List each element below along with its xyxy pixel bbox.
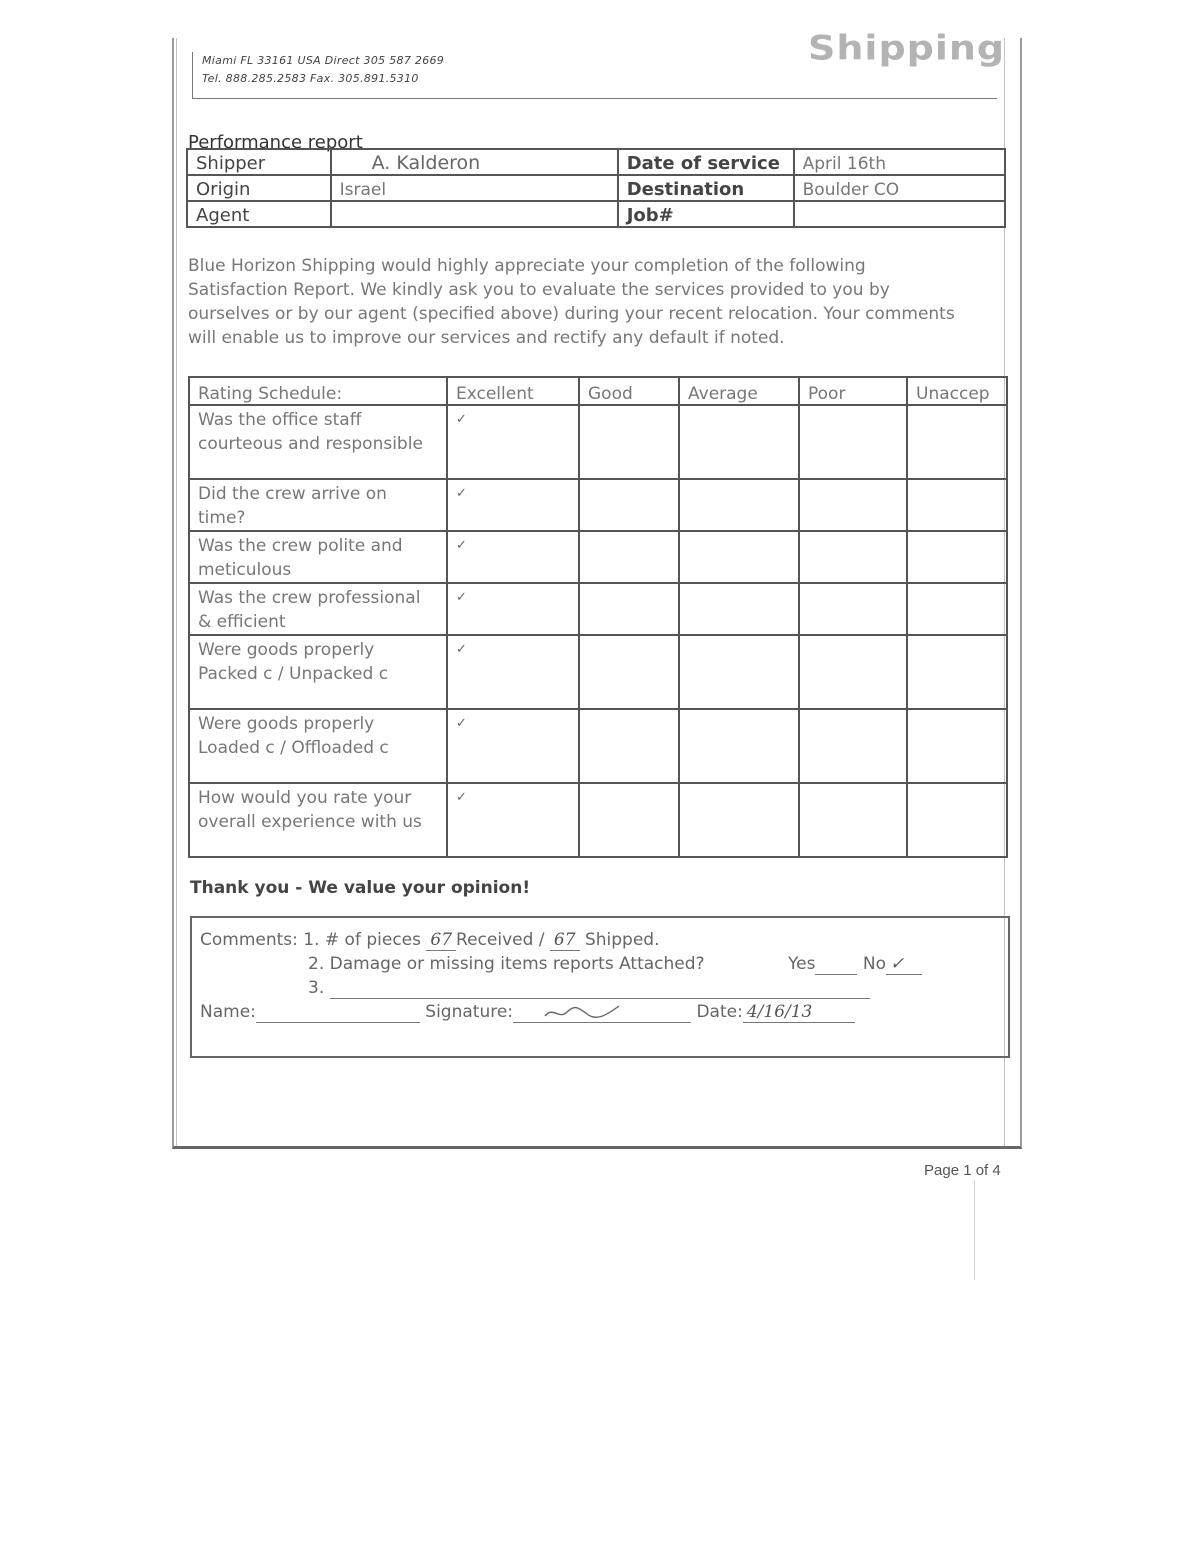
good-cell: [579, 635, 679, 709]
yes-no-line: [788, 954, 922, 975]
rating-question: Were goods properly Loaded c / Offloaded c: [189, 709, 447, 783]
agent-label: Agent: [187, 201, 331, 227]
frame-border-left: [176, 38, 177, 1146]
average-cell: [679, 583, 799, 635]
job-number-label: Job#: [618, 201, 794, 227]
date-handwritten: 4/16/13: [743, 1002, 855, 1023]
pieces-label: 1. # of pieces: [303, 930, 421, 950]
poor-cell: [799, 479, 907, 531]
page-number: Page 1 of 4: [924, 1162, 1001, 1179]
item-3-blank: [330, 978, 870, 999]
good-cell: [579, 783, 679, 857]
rating-schedule-header: Rating Schedule:: [189, 377, 447, 405]
poor-cell: [799, 783, 907, 857]
item-3-label: 3.: [308, 978, 325, 998]
letterhead-address: Miami FL 33161 USA Direct 305 587 2669: [202, 54, 445, 67]
good-cell: [579, 583, 679, 635]
info-row-shipper: [187, 149, 1005, 175]
origin-label: Origin: [187, 175, 331, 201]
signature-line: [200, 1002, 855, 1023]
excellent-checkmark: ✓: [447, 583, 579, 635]
average-cell: [679, 531, 799, 583]
no-label: No: [862, 954, 886, 974]
signature-field: [513, 1002, 691, 1023]
scan-artifact-line: [974, 1180, 975, 1280]
unacceptable-cell: [907, 709, 1007, 783]
rating-row: [189, 479, 1007, 531]
rating-header-row: [189, 377, 1007, 405]
good-cell: [579, 405, 679, 479]
unacceptable-cell: [907, 479, 1007, 531]
date-of-service-value: April 16th: [794, 149, 1005, 175]
shipment-info-table: [186, 148, 1006, 228]
rating-question: Did the crew arrive on time?: [189, 479, 447, 531]
average-cell: [679, 709, 799, 783]
comments-line-2: [308, 954, 705, 974]
yes-label: Yes: [788, 954, 816, 974]
destination-label: Destination: [618, 175, 794, 201]
letterhead-phone: Tel. 888.285.2583 Fax. 305.891.5310: [202, 72, 419, 85]
excellent-checkmark: ✓: [447, 479, 579, 531]
poor-cell: [799, 583, 907, 635]
poor-cell: [799, 405, 907, 479]
excellent-checkmark: ✓: [447, 783, 579, 857]
shipped-count-handwritten: 67: [550, 930, 580, 951]
signature-scribble: [543, 1002, 623, 1022]
unacceptable-cell: [907, 635, 1007, 709]
signature-label: Signature:: [425, 1002, 514, 1022]
unacceptable-header: Unaccep: [907, 377, 1007, 405]
rating-row: [189, 531, 1007, 583]
received-count-handwritten: 67: [426, 930, 456, 951]
unacceptable-cell: [907, 583, 1007, 635]
brand-logo-text: Shipping: [808, 28, 1006, 68]
average-cell: [679, 783, 799, 857]
average-cell: [679, 405, 799, 479]
poor-cell: [799, 531, 907, 583]
poor-cell: [799, 709, 907, 783]
received-label: Received /: [456, 930, 545, 950]
poor-cell: [799, 635, 907, 709]
rating-question: Was the office staff courteous and responsible: [189, 405, 447, 479]
excellent-checkmark: ✓: [447, 635, 579, 709]
job-number-value: [794, 201, 1005, 227]
destination-value: Boulder CO: [794, 175, 1005, 201]
thank-you-note: Thank you - We value your opinion!: [190, 878, 531, 898]
shipper-value: A. Kalderon: [331, 149, 618, 175]
shipper-label: Shipper: [187, 149, 331, 175]
excellent-checkmark: ✓: [447, 405, 579, 479]
name-label: Name:: [200, 1002, 256, 1022]
comments-line-3: [308, 978, 870, 999]
unacceptable-cell: [907, 783, 1007, 857]
info-row-origin: [187, 175, 1005, 201]
rating-row: [189, 583, 1007, 635]
rating-question: Was the crew polite and meticulous: [189, 531, 447, 583]
good-cell: [579, 479, 679, 531]
yes-blank: [815, 954, 857, 975]
comments-line-1: [200, 930, 660, 951]
unacceptable-cell: [907, 531, 1007, 583]
rating-question: Was the crew professional & efficient: [189, 583, 447, 635]
good-cell: [579, 709, 679, 783]
no-checkmark-handwritten: ✓: [886, 954, 922, 975]
excellent-header: Excellent: [447, 377, 579, 405]
average-cell: [679, 479, 799, 531]
rating-question: Were goods properly Packed c / Unpacked c: [189, 635, 447, 709]
info-row-agent: [187, 201, 1005, 227]
rating-row: [189, 709, 1007, 783]
poor-header: Poor: [799, 377, 907, 405]
average-header: Average: [679, 377, 799, 405]
date-of-service-label: Date of service: [618, 149, 794, 175]
name-blank: [256, 1002, 420, 1023]
rating-row: [189, 783, 1007, 857]
excellent-checkmark: ✓: [447, 709, 579, 783]
average-cell: [679, 635, 799, 709]
rating-question: How would you rate your overall experience with us: [189, 783, 447, 857]
rating-row: [189, 405, 1007, 479]
report-title: Performance report: [188, 132, 363, 153]
good-header: Good: [579, 377, 679, 405]
excellent-checkmark: ✓: [447, 531, 579, 583]
rating-row: [189, 635, 1007, 709]
intro-paragraph: Blue Horizon Shipping would highly appreciate your completion of the following Satisfaction Report. We kindly ask you to evaluate the services provided to you by ourselves or by our agent (specified above) during your recent relocation. Your comments will enable us to improve our services and rectify any default if noted.: [188, 256, 955, 348]
comments-label: Comments:: [200, 930, 298, 950]
agent-value: [331, 201, 618, 227]
unacceptable-cell: [907, 405, 1007, 479]
rating-schedule-table: [188, 376, 1008, 858]
good-cell: [579, 531, 679, 583]
date-label: Date:: [696, 1002, 743, 1022]
damage-report-question: 2. Damage or missing items reports Attached?: [308, 954, 705, 974]
origin-value: Israel: [331, 175, 618, 201]
shipped-label: Shipped.: [584, 930, 660, 950]
